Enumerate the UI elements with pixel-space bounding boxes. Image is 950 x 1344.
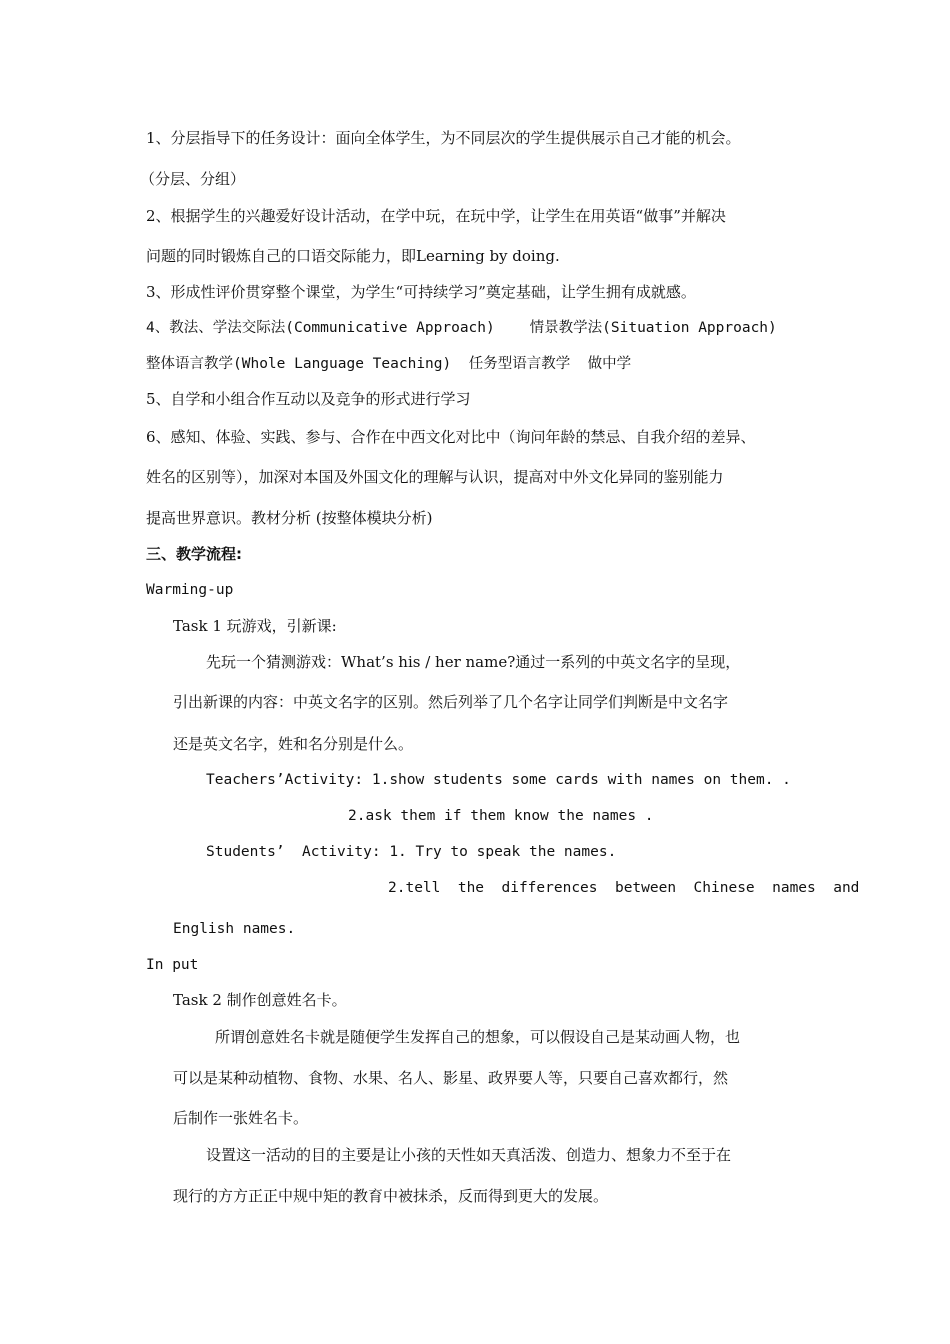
task-2-paragraph-2-line-1: 设置这一活动的目的主要是让小孩的天性如天真活泼、创造力、想象力不至于在 [206, 1146, 732, 1164]
point-2-line-1: 2、根据学生的兴趣爱好设计活动，在学中玩，在玩中学，让学生在用英语“做事”并解决 [146, 207, 726, 225]
students-activity-line-2: 2.tell the differences between Chinese names and [388, 880, 860, 896]
point-6-line-2: 姓名的区别等），加深对本国及外国文化的理解与认识，提高对中外文化异同的鉴别能力 [146, 468, 724, 486]
task-2-paragraph-1-line-2: 可以是某种动植物、食物、水果、名人、影星、政界要人等，只要自己喜欢都行，然 [173, 1069, 729, 1087]
students-activity-line-3: English names. [173, 921, 296, 937]
point-4-line-1: 4、教法、学法交际法(Communicative Approach) 情景教学法(Situation Approach) [146, 320, 777, 336]
warming-up-label: Warming-up [146, 582, 234, 598]
students-activity-line-1: Students’ Activity: 1. Try to speak the names. [206, 844, 617, 860]
point-2-line-2: 问题的同时锻炼自己的口语交际能力，即Learning by doing. [146, 247, 560, 265]
task-1-paragraph-line-1: 先玩一个猜测游戏：What’s his / her name?通过一系列的中英文名字的呈现， [206, 653, 741, 671]
task-2-paragraph-2-line-2: 现行的方方正正中规中矩的教育中被抹杀，反而得到更大的发展。 [173, 1187, 609, 1205]
task-2-paragraph-1-line-3: 后制作一张姓名卡。 [173, 1109, 309, 1127]
point-5-line-1: 5、自学和小组合作互动以及竞争的形式进行学习 [146, 390, 471, 408]
section-heading: 三、教学流程: [146, 545, 242, 563]
point-1-line-2: （分层、分组） [140, 170, 246, 188]
task-2-title: Task 2 制作创意姓名卡。 [173, 991, 347, 1009]
task-2-paragraph-1-line-1: 所谓创意姓名卡就是随便学生发挥自己的想象，可以假设自己是某动画人物，也 [215, 1028, 741, 1046]
teachers-activity-line-1: Teachers’Activity: 1.show students some cards with names on them. . [206, 772, 791, 788]
point-6-line-3: 提高世界意识。教材分析 (按整体模块分析) [146, 509, 433, 527]
point-4-line-2: 整体语言教学(Whole Language Teaching) 任务型语言教学 做中学 [146, 356, 632, 372]
task-1-paragraph-line-2: 引出新课的内容：中英文名字的区别。然后列举了几个名字让同学们判断是中文名字 [173, 693, 729, 711]
point-6-line-1: 6、感知、体验、实践、参与、合作在中西文化对比中（询问年龄的禁忌、自我介绍的差异、 [146, 428, 756, 446]
input-label: In put [146, 957, 199, 973]
task-1-title: Task 1 玩游戏，引新课: [173, 617, 337, 635]
teachers-activity-line-2: 2.ask them if them know the names . [348, 808, 654, 824]
task-1-paragraph-line-3: 还是英文名字，姓和名分别是什么。 [173, 735, 414, 753]
point-3-line-1: 3、形成性评价贯穿整个课堂，为学生“可持续学习”奠定基础，让学生拥有成就感。 [146, 283, 696, 301]
point-1-line-1: 1、分层指导下的任务设计：面向全体学生，为不同层次的学生提供展示自己才能的机会。 [146, 129, 741, 147]
